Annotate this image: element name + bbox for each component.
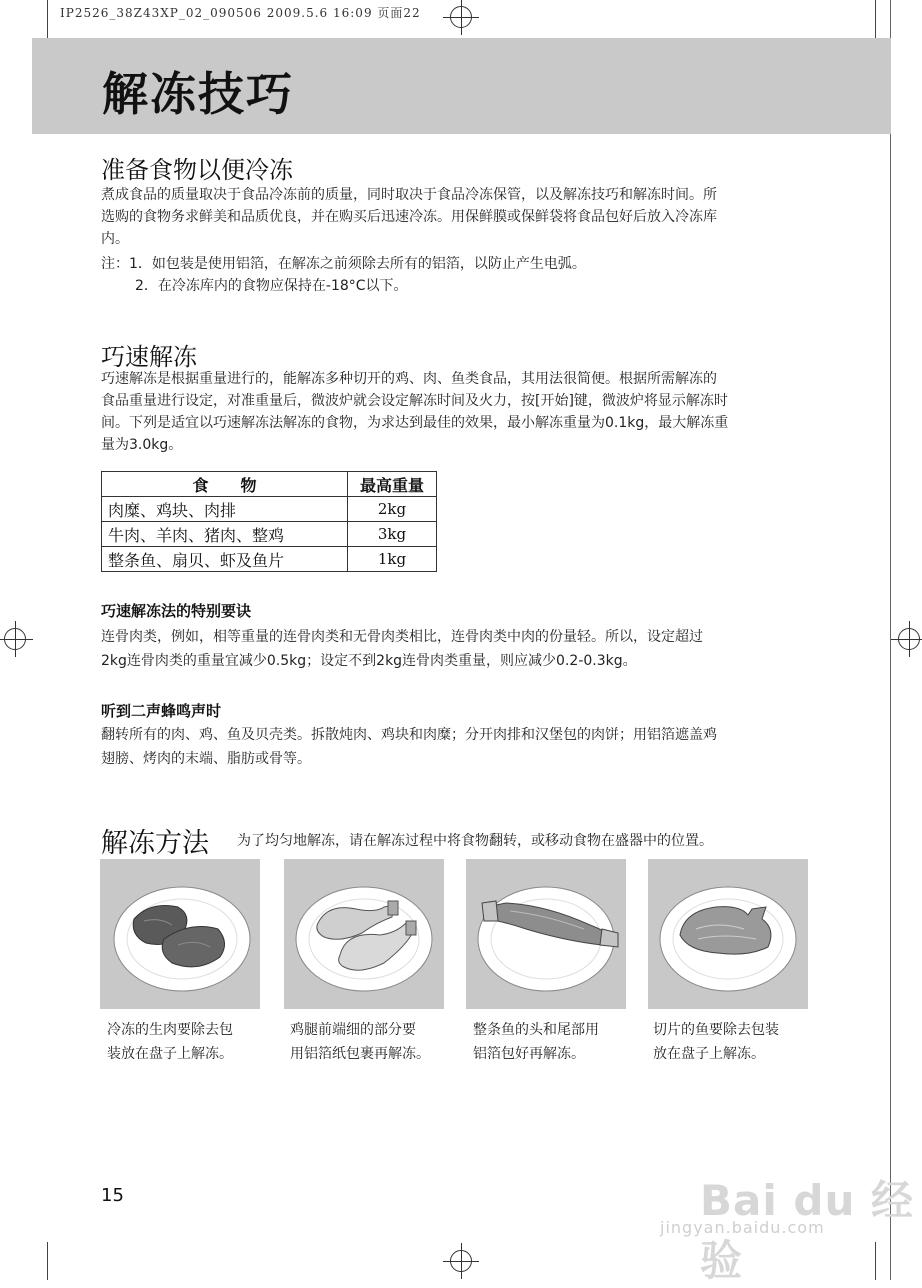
print-header: IP2526_38Z43XP_02_090506 2009.5.6 16:09 页面22 [60,6,421,20]
beep-line: 翅膀、烤肉的末端、脂肪或骨等。 [101,751,311,767]
section-title-tips: 巧速解冻法的特别要诀 [101,602,252,620]
quick-line: 巧速解冻是根据重量进行的，能解冻多种切开的鸡、肉、鱼类食品，其用法很简便。根据所需解冻的 [101,371,717,387]
title-banner [32,38,891,134]
caption-frozen-meat [107,1018,273,1066]
tips-line: 2kg连骨肉类的重量宜减少0.5kg；设定不到2kg连骨肉类重量，则应减少0.2-0.3kg。 [101,653,637,669]
quick-line: 间。下列是适宜以巧速解冻法解冻的食物，为求达到最佳的效果，最小解冻重量为0.1kg，最大解冻重 [101,415,729,431]
registration-mark-right [898,628,920,650]
section-title-beep: 听到二声蜂鸣声时 [101,702,222,720]
prepare-line: 煮成食品的质量取决于食品冷冻前的质量，同时取决于食品冷冻保管，以及解冻技巧和解冻时间。所 [101,187,717,203]
weight-table [101,471,437,572]
caption-line: 放在盘子上解冻。 [653,1046,765,1062]
method-subtitle: 为了均匀地解冻，请在解冻过程中将食物翻转，或移动食物在盛器中的位置。 [237,833,713,849]
watermark-logo: Bai du 经验 [700,1176,914,1285]
quick-line: 量为3.0kg。 [101,437,183,453]
table-row [102,497,437,522]
caption-chicken-legs [290,1018,456,1066]
beep-paragraph [101,723,813,771]
note-2: 2．在冷冻库内的食物应保持在-18°C以下。 [135,278,408,294]
caption-line: 切片的鱼要除去包装 [653,1022,779,1038]
tips-paragraph [101,625,813,673]
table-cell-weight: 1kg [348,547,437,572]
table-header-food: 食 物 [102,472,348,497]
table-cell-food: 肉糜、鸡块、肉排 [102,497,348,522]
prepare-line: 选购的食物务求鲜美和品质优良，并在购买后迅速冷冻。用保鲜膜或保鲜袋将食品包好后放入冷冻库 [101,209,717,225]
prepare-line: 内。 [101,231,129,247]
photo-whole-fish [466,859,626,1009]
table-row [102,522,437,547]
note-1: 注：1．如包装是使用铝箔，在解冻之前须除去所有的铝箔，以防止产生电弧。 [101,256,586,272]
table-cell-food: 整条鱼、扇贝、虾及鱼片 [102,547,348,572]
quick-line: 食品重量进行设定，对准重量后，微波炉就会设定解冻时间及火力，按[开始]键，微波炉将显示解冻时 [101,393,728,409]
caption-fish-slice [653,1018,819,1066]
caption-line: 鸡腿前端细的部分要 [290,1022,416,1038]
registration-mark-top [450,6,472,28]
quick-paragraph [101,368,813,456]
caption-line: 装放在盘子上解冻。 [107,1046,233,1062]
watermark-url: jingyan.baidu.com [660,1218,825,1237]
section-title-quick: 巧速解冻 [101,343,197,371]
page-title: 解冻技巧 [102,67,294,121]
photo-frozen-meat [100,859,260,1009]
table-header-row [102,472,437,497]
section-title-method: 解冻方法 [101,828,209,859]
prepare-paragraph [101,184,813,250]
tips-line: 连骨肉类，例如，相等重量的连骨肉类和无骨肉类相比，连骨肉类中肉的份量轻。所以，设定超过 [101,629,703,645]
table-row [102,547,437,572]
caption-line: 用铝箔纸包裹再解冻。 [290,1046,430,1062]
photo-chicken-legs [284,859,444,1009]
table-header-weight: 最高重量 [348,472,437,497]
photo-fish-slice [648,859,808,1009]
caption-line: 冷冻的生肉要除去包 [107,1022,233,1038]
table-cell-weight: 3kg [348,522,437,547]
caption-whole-fish [473,1018,639,1066]
page-number: 15 [101,1185,124,1206]
beep-line: 翻转所有的肉、鸡、鱼及贝壳类。拆散炖肉、鸡块和肉糜；分开肉排和汉堡包的肉饼；用铝箔遮盖鸡 [101,727,717,743]
registration-mark-left [4,628,26,650]
registration-mark-bottom [450,1250,472,1272]
table-cell-weight: 2kg [348,497,437,522]
caption-line: 铝箔包好再解冻。 [473,1046,585,1062]
table-cell-food: 牛肉、羊肉、猪肉、整鸡 [102,522,348,547]
caption-line: 整条鱼的头和尾部用 [473,1022,599,1038]
section-title-prepare: 准备食物以便冷冻 [101,156,293,184]
